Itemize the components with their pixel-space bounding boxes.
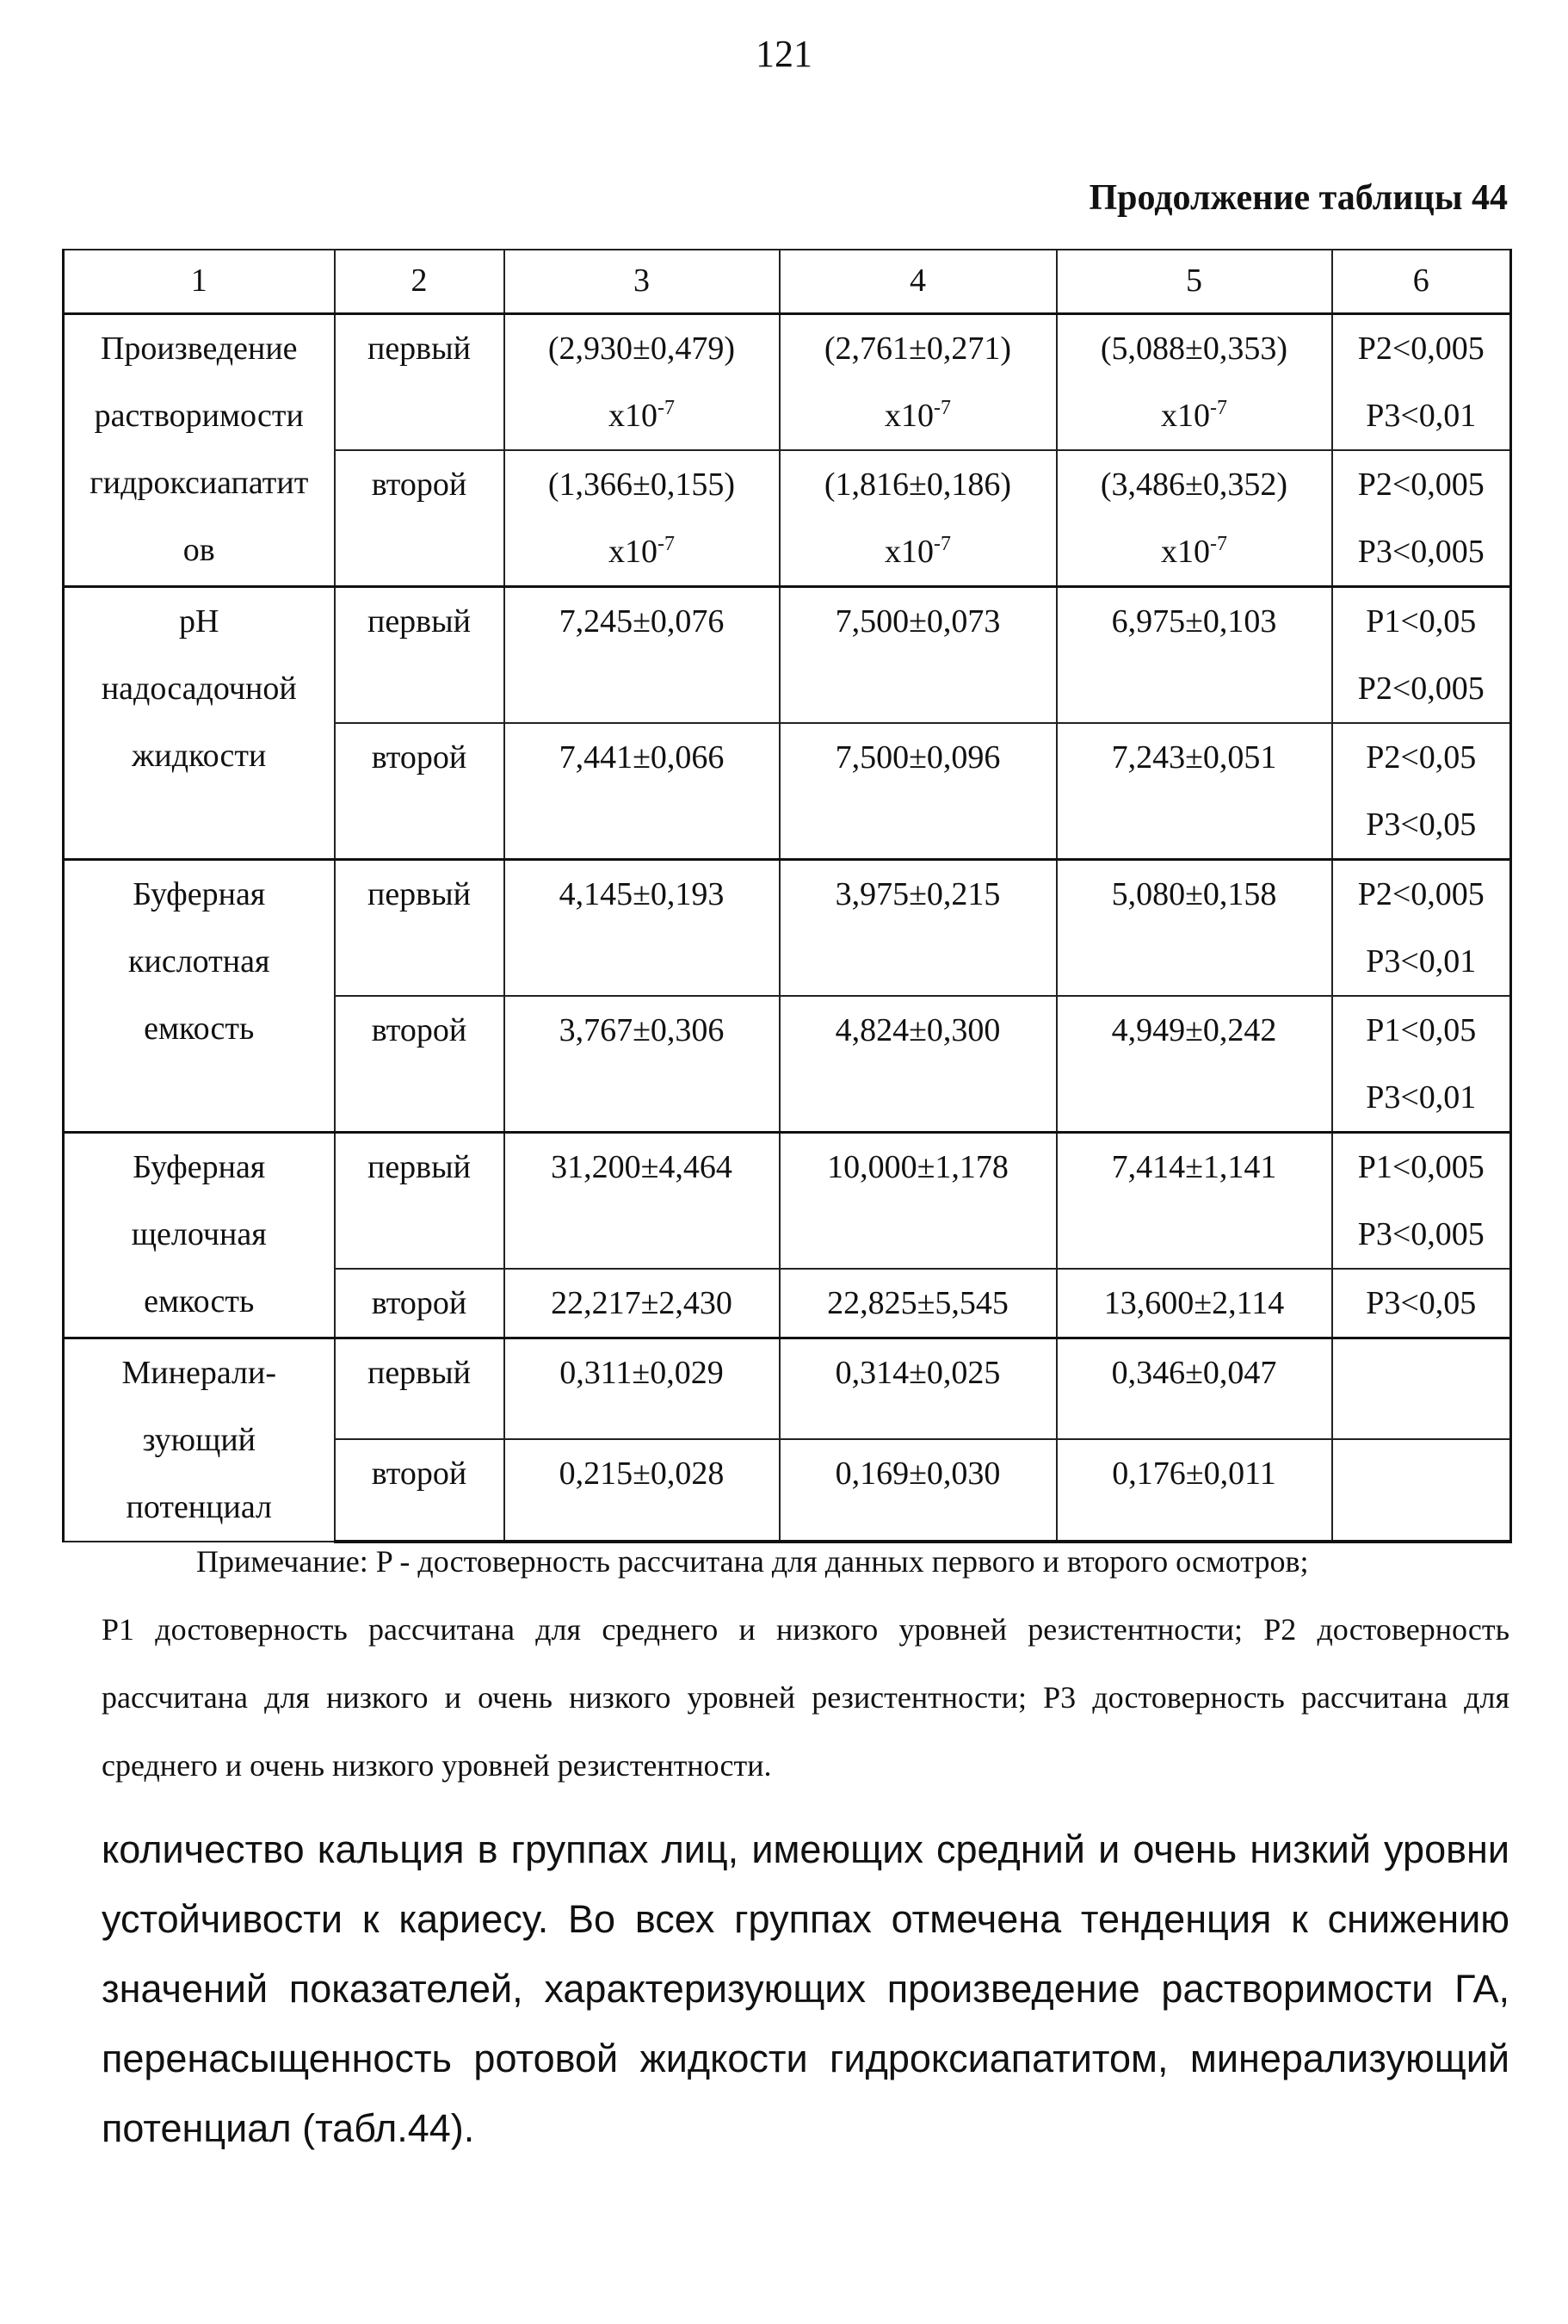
- note-line-1: Примечание: P - достоверность рассчитана для данных первого и второго осмотров;: [196, 1544, 1309, 1579]
- value-text: (5,088±0,353): [1100, 331, 1288, 367]
- table-row: [64, 314, 1511, 451]
- multiplier-base: x10: [608, 398, 657, 434]
- indicator-cell: [64, 860, 335, 1133]
- significance-value: P3<0,05: [1366, 1285, 1477, 1321]
- significance-value: P3<0,01: [1366, 1079, 1477, 1116]
- value-cell: [504, 450, 780, 587]
- value-cell: [780, 450, 1057, 587]
- indicator-line: зующий: [142, 1422, 256, 1458]
- value-cell: 3,767±0,306: [504, 996, 780, 1133]
- significance-value: P3<0,05: [1366, 807, 1477, 843]
- significance-value: P2<0,005: [1357, 467, 1485, 503]
- significance-value: P2<0,005: [1357, 331, 1485, 367]
- exam-cell: второй: [335, 1439, 504, 1542]
- multiplier-exponent: -7: [1210, 397, 1227, 419]
- significance-cell: [1332, 587, 1511, 724]
- significance-value: P2<0,005: [1357, 671, 1485, 707]
- significance-cell: [1332, 1133, 1511, 1270]
- significance-value: P1<0,05: [1366, 603, 1477, 640]
- body-paragraph: [102, 1814, 1509, 2163]
- significance-cell: [1332, 860, 1511, 997]
- multiplier-exponent: -7: [657, 397, 675, 419]
- value-cell: [1057, 450, 1332, 587]
- indicator-line: Буферная: [133, 1149, 266, 1185]
- value-cell: 7,245±0,076: [504, 587, 780, 724]
- significance-value: P3<0,01: [1366, 943, 1477, 980]
- indicator-cell: [64, 587, 335, 860]
- indicator-cell: [64, 314, 335, 587]
- table-row: [64, 1338, 1511, 1440]
- significance-cell: [1332, 996, 1511, 1133]
- indicator-line: гидроксиапатит: [90, 465, 309, 501]
- significance-cell: [1332, 1269, 1511, 1338]
- value-text: (1,366±0,155): [547, 467, 736, 503]
- significance-cell: [1332, 314, 1511, 451]
- header-cell: 2: [335, 250, 504, 314]
- multiplier-exponent: -7: [934, 533, 951, 555]
- value-cell: 7,243±0,051: [1057, 723, 1332, 860]
- value-cell: 10,000±1,178: [780, 1133, 1057, 1270]
- indicator-cell: [64, 1133, 335, 1338]
- multiplier-exponent: -7: [934, 397, 951, 419]
- value-cell: [1057, 314, 1332, 451]
- value-cell: 0,314±0,025: [780, 1338, 1057, 1440]
- table-row: [64, 860, 1511, 997]
- significance-value: P3<0,005: [1357, 1216, 1485, 1252]
- indicator-line: надосадочной: [101, 671, 297, 707]
- indicator-line: pH: [179, 603, 219, 640]
- exam-cell: первый: [335, 1133, 504, 1270]
- value-cell: 7,500±0,073: [780, 587, 1057, 724]
- note-rest: P1 достоверность рассчитана для среднего и низкого уровней резистентности; P2 достоверность рассчитана для низкого и очень низкого уровней резистентности; P3 достоверность рассчитана для среднего и очень низкого уровней резистентности.: [102, 1612, 1509, 1783]
- indicator-line: кислотная: [128, 943, 270, 980]
- header-cell: 4: [780, 250, 1057, 314]
- exam-cell: второй: [335, 996, 504, 1133]
- value-cell: 0,169±0,030: [780, 1439, 1057, 1542]
- exam-cell: первый: [335, 1338, 504, 1440]
- value-cell: 7,441±0,066: [504, 723, 780, 860]
- table-row: [64, 587, 1511, 724]
- indicator-line: емкость: [144, 1011, 255, 1047]
- indicator-line: Минерали-: [121, 1355, 276, 1391]
- value-cell: 4,824±0,300: [780, 996, 1057, 1133]
- table-caption: Продолжение таблицы 44: [1089, 178, 1508, 218]
- value-cell: 6,975±0,103: [1057, 587, 1332, 724]
- value-text: (1,816±0,186): [824, 467, 1012, 503]
- significance-value: P1<0,05: [1366, 1012, 1477, 1048]
- exam-cell: первый: [335, 860, 504, 997]
- significance-value: P2<0,05: [1366, 739, 1477, 776]
- significance-cell: [1332, 450, 1511, 587]
- multiplier-base: x10: [885, 534, 934, 570]
- multiplier: [781, 382, 1056, 449]
- value-cell: 3,975±0,215: [780, 860, 1057, 997]
- table-note: [102, 1528, 1509, 1800]
- header-cell: 6: [1332, 250, 1511, 314]
- value-cell: [504, 314, 780, 451]
- value-text: (3,486±0,352): [1100, 467, 1288, 503]
- indicator-line: жидкости: [132, 738, 267, 774]
- indicator-line: потенциал: [126, 1489, 272, 1525]
- value-cell: 7,500±0,096: [780, 723, 1057, 860]
- multiplier-base: x10: [1161, 398, 1210, 434]
- multiplier: [1058, 382, 1331, 449]
- table-row: [64, 1133, 1511, 1270]
- value-cell: 4,145±0,193: [504, 860, 780, 997]
- significance-cell: [1332, 723, 1511, 860]
- body-text: количество кальция в группах лиц, имеющих средний и очень низкий уровни устойчивости к кариесу. Во всех группах отмечена тенденция к снижению значений показателей, характеризующих произведение растворимости ГА, перенасыщенность ротовой жидкости гидроксиапатитом, минерализующий потенциал (табл.44).: [102, 1827, 1509, 2150]
- exam-cell: второй: [335, 1269, 504, 1338]
- value-cell: 4,949±0,242: [1057, 996, 1332, 1133]
- multiplier: [781, 518, 1056, 585]
- table-header-row: [64, 250, 1511, 314]
- value-cell: 7,414±1,141: [1057, 1133, 1332, 1270]
- value-cell: 13,600±2,114: [1057, 1269, 1332, 1338]
- multiplier: [505, 518, 779, 585]
- exam-cell: второй: [335, 723, 504, 860]
- value-cell: 0,215±0,028: [504, 1439, 780, 1542]
- multiplier-base: x10: [1161, 534, 1210, 570]
- significance-value: P3<0,005: [1357, 534, 1485, 570]
- significance-cell: [1332, 1338, 1511, 1440]
- indicator-line: ов: [182, 532, 215, 568]
- indicator-line: щелочная: [131, 1216, 267, 1252]
- multiplier-base: x10: [608, 534, 657, 570]
- significance-value: P3<0,01: [1366, 398, 1477, 434]
- value-cell: 0,311±0,029: [504, 1338, 780, 1440]
- multiplier: [1058, 518, 1331, 585]
- value-text: (2,930±0,479): [547, 331, 736, 367]
- significance-cell: [1332, 1439, 1511, 1542]
- value-cell: 31,200±4,464: [504, 1133, 780, 1270]
- significance-value: P1<0,005: [1357, 1149, 1485, 1185]
- multiplier-exponent: -7: [657, 533, 675, 555]
- value-cell: 22,217±2,430: [504, 1269, 780, 1338]
- multiplier: [505, 382, 779, 449]
- indicator-line: растворимости: [94, 398, 304, 434]
- header-cell: 5: [1057, 250, 1332, 314]
- results-table: [62, 249, 1512, 1543]
- significance-value: P2<0,005: [1357, 876, 1485, 912]
- value-cell: 0,176±0,011: [1057, 1439, 1332, 1542]
- multiplier-base: x10: [885, 398, 934, 434]
- indicator-line: емкость: [144, 1283, 255, 1320]
- header-cell: 1: [64, 250, 335, 314]
- indicator-line: Произведение: [100, 331, 298, 367]
- exam-cell: второй: [335, 450, 504, 587]
- header-cell: 3: [504, 250, 780, 314]
- indicator-line: Буферная: [133, 876, 266, 912]
- exam-cell: первый: [335, 314, 504, 451]
- value-text: (2,761±0,271): [824, 331, 1012, 367]
- value-cell: 22,825±5,545: [780, 1269, 1057, 1338]
- page-number: 121: [756, 33, 812, 75]
- value-cell: 5,080±0,158: [1057, 860, 1332, 997]
- value-cell: [780, 314, 1057, 451]
- value-cell: 0,346±0,047: [1057, 1338, 1332, 1440]
- multiplier-exponent: -7: [1210, 533, 1227, 555]
- indicator-cell: [64, 1338, 335, 1542]
- exam-cell: первый: [335, 587, 504, 724]
